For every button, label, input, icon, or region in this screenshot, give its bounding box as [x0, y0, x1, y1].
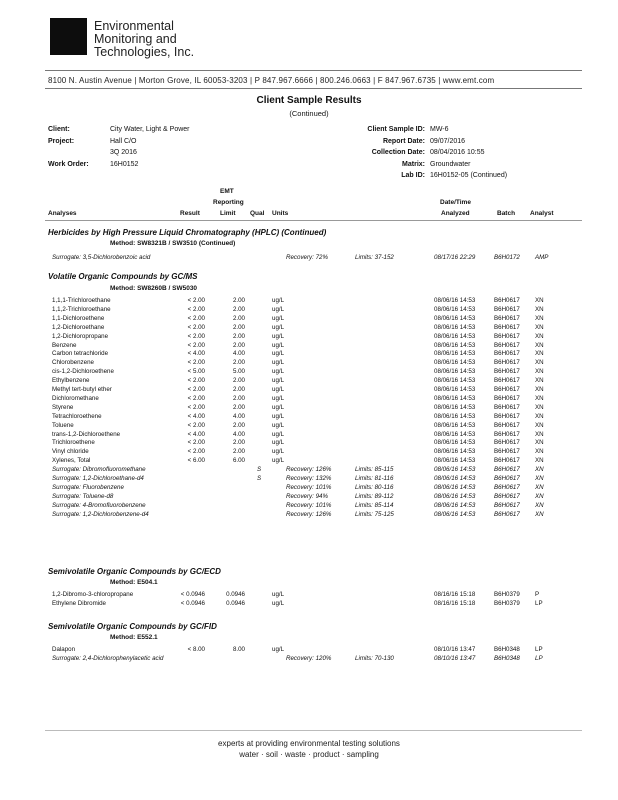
cell-analyst: LP: [535, 646, 543, 653]
surrogate-row: [0, 466, 618, 475]
cell-date: 08/06/16 14:53: [434, 466, 476, 474]
cell-date: 08/06/16 14:53: [434, 394, 476, 402]
section-method-gc-ecd: Method: E504.1: [110, 579, 158, 586]
col-header-analyses: Analyses: [48, 210, 77, 217]
client-value: City Water, Light & Power: [110, 126, 190, 133]
surrogate-row: [0, 254, 618, 263]
cell-recovery: Recovery: 132%: [286, 475, 332, 482]
cell-limit: 0.0946: [226, 591, 245, 598]
cell-units: ug/L: [272, 359, 285, 367]
cell-batch: B6H0348: [494, 646, 520, 653]
cell-limit: 2.00: [232, 341, 245, 349]
cell-limit: 2.00: [232, 403, 245, 411]
cell-date: 08/06/16 14:53: [434, 510, 476, 518]
matrix-label: Matrix:: [402, 161, 425, 168]
cell-name: 1,2-Dichloropropane: [52, 332, 109, 340]
cell-date: 08/06/16 14:53: [434, 314, 476, 322]
table-row: [0, 342, 618, 351]
cell-result: < 2.00: [187, 439, 205, 447]
work-order-label: Work Order:: [48, 161, 89, 168]
cell-date: 08/06/16 14:53: [434, 368, 476, 376]
cell-name: Dichloromethane: [52, 394, 99, 402]
cell-limit: 2.00: [232, 421, 245, 429]
col-header-analyst: Analyst: [530, 210, 554, 217]
cell-analyst: XN: [535, 386, 544, 393]
work-order-value: 16H0152: [110, 161, 139, 168]
cell-batch: B6H0617: [494, 421, 520, 429]
cell-batch: B6H0379: [494, 599, 520, 607]
cell-name: Methyl tert-butyl ether: [52, 386, 112, 393]
cell-date: 08/06/16 14:53: [434, 403, 476, 411]
section-title-voc: Volatile Organic Compounds by GC/MS: [48, 272, 198, 281]
cell-recovery: Recovery: 72%: [286, 254, 328, 261]
cell-analyst: XN: [535, 359, 544, 367]
cell-name: Dalapon: [52, 646, 76, 653]
col-header-analyzed: Analyzed: [441, 210, 470, 217]
cell-date: 08/06/16 14:53: [434, 350, 476, 358]
cell-name: Surrogate: Dibromofluoromethane: [52, 466, 146, 474]
table-row: [0, 457, 618, 466]
company-name-line-1: Environmental: [94, 19, 174, 33]
table-row: [0, 386, 618, 395]
cell-result: < 2.00: [187, 314, 205, 322]
cell-limit: 4.00: [232, 350, 245, 358]
cell-analyst: XN: [535, 466, 544, 474]
cell-result: < 2.00: [187, 305, 205, 313]
cell-result: < 4.00: [187, 350, 205, 358]
surrogate-row: [0, 502, 618, 511]
cell-units: ug/L: [272, 439, 285, 447]
cell-limit: 4.00: [232, 412, 245, 420]
cell-result: < 4.00: [187, 430, 205, 438]
collection-date-label: Collection Date:: [371, 149, 425, 156]
cell-date: 08/17/16 22:29: [434, 254, 476, 261]
table-row: [0, 306, 618, 315]
sample-id-value: MW-6: [430, 126, 449, 133]
cell-limit: 5.00: [232, 368, 245, 376]
col-header-emt: EMT: [220, 188, 234, 195]
cell-name: Surrogate: 2,4-Dichlorophenylacetic acid: [52, 654, 164, 662]
cell-name: Carbon tetrachloride: [52, 350, 109, 358]
cell-result: < 2.00: [187, 323, 205, 331]
table-row: [0, 646, 618, 655]
company-name-line-3: Technologies, Inc.: [94, 45, 195, 59]
cell-date: 08/06/16 14:53: [434, 341, 476, 349]
table-row: [0, 350, 618, 359]
cell-result: < 2.00: [187, 332, 205, 340]
cell-batch: B6H0617: [494, 457, 520, 465]
cell-batch: B6H0617: [494, 305, 520, 313]
cell-date: 08/06/16 14:53: [434, 475, 476, 482]
cell-batch: B6H0617: [494, 377, 520, 385]
sample-id-label: Client Sample ID:: [367, 126, 425, 133]
cell-batch: B6H0617: [494, 403, 520, 411]
cell-result: < 4.00: [187, 412, 205, 420]
cell-units: ug/L: [272, 332, 285, 340]
cell-analyst: XN: [535, 403, 544, 411]
cell-batch: B6H0617: [494, 466, 520, 474]
cell-date: 08/06/16 14:53: [434, 492, 476, 500]
table-row: [0, 359, 618, 368]
cell-recovery: Recovery: 126%: [286, 510, 332, 518]
cell-date: 08/10/16 13:47: [434, 654, 476, 662]
section-method-voc: Method: SW8260B / SW5030: [110, 285, 198, 292]
cell-limits: Limits: 85-115: [355, 466, 394, 474]
cell-limit: 2.00: [232, 359, 245, 367]
cell-limits: Limits: 80-116: [355, 483, 394, 491]
cell-analyst: XN: [535, 350, 544, 358]
footer-services: water · soil · waste · product · sampling: [239, 750, 379, 759]
cell-units: ug/L: [272, 448, 285, 456]
collection-date-value: 08/04/2016 10:55: [430, 149, 485, 156]
table-row: [0, 324, 618, 333]
cell-units: ug/L: [272, 350, 285, 358]
cell-date: 08/06/16 14:53: [434, 483, 476, 491]
cell-batch: B6H0617: [494, 448, 520, 456]
cell-units: ug/L: [272, 403, 285, 411]
cell-limit: 6.00: [232, 457, 245, 465]
cell-name: 1,2-Dichloroethane: [52, 323, 105, 331]
cell-analyst: XN: [535, 305, 544, 313]
project-value-period: 3Q 2016: [110, 149, 137, 156]
cell-batch: B6H0617: [494, 297, 520, 304]
table-row: [0, 368, 618, 377]
cell-name: 1,1,2-Trichloroethane: [52, 305, 111, 313]
cell-analyst: AMP: [535, 254, 549, 261]
cell-result: < 2.00: [187, 377, 205, 385]
cell-date: 08/06/16 14:53: [434, 386, 476, 393]
section-title-gc-ecd: Semivolatile Organic Compounds by GC/ECD: [48, 567, 221, 576]
cell-name: Vinyl chloride: [52, 448, 89, 456]
cell-name: Ethylbenzene: [52, 377, 90, 385]
lab-id-label: Lab ID:: [401, 172, 425, 179]
page-subtitle: (Continued): [289, 109, 329, 118]
cell-name: Chlorobenzene: [52, 359, 94, 367]
matrix-value: Groundwater: [430, 161, 471, 168]
cell-limits: Limits: 70-130: [355, 654, 394, 662]
cell-limit: 2.00: [232, 305, 245, 313]
cell-result: < 2.00: [187, 403, 205, 411]
footer-tagline: experts at providing environmental testing solutions: [218, 739, 400, 748]
cell-result: < 2.00: [187, 341, 205, 349]
cell-analyst: XN: [535, 377, 544, 385]
cell-date: 08/06/16 14:53: [434, 412, 476, 420]
cell-batch: B6H0617: [494, 439, 520, 447]
cell-units: ug/L: [272, 314, 285, 322]
cell-analyst: XN: [535, 394, 544, 402]
cell-limit: 2.00: [232, 439, 245, 447]
cell-recovery: Recovery: 94%: [286, 492, 328, 500]
cell-units: ug/L: [272, 430, 285, 438]
cell-analyst: XN: [535, 314, 544, 322]
cell-batch: B6H0617: [494, 314, 520, 322]
client-label: Client:: [48, 126, 70, 133]
cell-analyst: XN: [535, 421, 544, 429]
section-title-herbicides: Herbicides by High Pressure Liquid Chromatography (HPLC) (Continued): [48, 228, 327, 237]
cell-result: < 2.00: [187, 386, 205, 393]
surrogate-row: [0, 475, 618, 484]
cell-limit: 2.00: [232, 323, 245, 331]
cell-name: Tetrachloroethene: [52, 412, 102, 420]
cell-analyst: LP: [535, 654, 543, 662]
cell-analyst: XN: [535, 368, 544, 376]
cell-name: Ethylene Dibromide: [52, 599, 106, 607]
table-row: [0, 431, 618, 440]
cell-result: < 2.00: [187, 448, 205, 456]
cell-limit: 2.00: [232, 332, 245, 340]
page-title: Client Sample Results: [256, 95, 362, 106]
cell-date: 08/16/16 15:18: [434, 599, 476, 607]
column-header-rule: [45, 220, 582, 221]
cell-batch: B6H0617: [494, 359, 520, 367]
cell-batch: B6H0617: [494, 483, 520, 491]
cell-batch: B6H0348: [494, 654, 520, 662]
cell-date: 08/06/16 14:53: [434, 501, 476, 509]
cell-name: Surrogate: 3,5-Dichlorobenzoic acid: [52, 254, 151, 261]
company-name: [94, 20, 194, 59]
cell-qual: S: [257, 466, 262, 474]
cell-name: cis-1,2-Dichloroethene: [52, 368, 114, 376]
col-header-reporting: Reporting: [213, 199, 244, 206]
cell-name: Xylenes, Total: [52, 457, 91, 465]
cell-analyst: LP: [535, 599, 543, 607]
cell-batch: B6H0617: [494, 323, 520, 331]
cell-name: 1,1,1-Trichloroethane: [52, 297, 111, 304]
cell-units: ug/L: [272, 394, 285, 402]
cell-analyst: XN: [535, 412, 544, 420]
company-name-line-2: Monitoring and: [94, 32, 177, 46]
col-header-limit: Limit: [220, 210, 236, 217]
cell-result: < 0.0946: [180, 599, 205, 607]
cell-analyst: XN: [535, 492, 544, 500]
cell-analyst: XN: [535, 323, 544, 331]
cell-units: ug/L: [272, 368, 285, 376]
lab-id-value: 16H0152-05 (Continued): [430, 172, 508, 179]
cell-limits: Limits: 75-125: [355, 510, 394, 518]
cell-limits: Limits: 89-112: [355, 492, 394, 500]
cell-name: Toluene: [52, 421, 74, 429]
cell-name: 1,1-Dichloroethene: [52, 314, 105, 322]
cell-limit: 8.00: [232, 646, 245, 653]
cell-date: 08/06/16 14:53: [434, 421, 476, 429]
surrogate-row: [0, 493, 618, 502]
cell-result: < 0.0946: [180, 591, 205, 598]
report-date-value: 09/07/2016: [430, 138, 466, 145]
cell-name: Surrogate: 4-Bromofluorobenzene: [52, 501, 146, 509]
cell-result: < 2.00: [187, 394, 205, 402]
company-logo: [50, 18, 87, 55]
cell-units: ug/L: [272, 421, 285, 429]
col-header-qual: Qual: [250, 210, 265, 217]
cell-units: ug/L: [272, 323, 285, 331]
header-divider-bottom: [45, 88, 582, 89]
cell-name: Surrogate: 1,2-Dichloroethane-d4: [52, 475, 144, 482]
cell-analyst: XN: [535, 510, 544, 518]
cell-batch: B6H0617: [494, 350, 520, 358]
cell-name: Styrene: [52, 403, 74, 411]
cell-batch: B6H0617: [494, 386, 520, 393]
cell-limit: 2.00: [232, 448, 245, 456]
cell-batch: B6H0172: [494, 254, 520, 261]
cell-result: < 6.00: [187, 457, 205, 465]
cell-limit: 2.00: [232, 394, 245, 402]
cell-units: ug/L: [272, 457, 285, 465]
cell-batch: B6H0617: [494, 475, 520, 482]
cell-result: < 5.00: [187, 368, 205, 376]
cell-analyst: XN: [535, 457, 544, 465]
cell-result: < 2.00: [187, 297, 205, 304]
cell-date: 08/06/16 14:53: [434, 448, 476, 456]
cell-date: 08/06/16 14:53: [434, 297, 476, 304]
cell-date: 08/06/16 14:53: [434, 359, 476, 367]
section-method-gc-fid: Method: E552.1: [110, 634, 158, 641]
cell-batch: B6H0617: [494, 341, 520, 349]
cell-units: ug/L: [272, 341, 285, 349]
cell-units: ug/L: [272, 646, 285, 653]
cell-units: ug/L: [272, 297, 285, 304]
cell-units: ug/L: [272, 412, 285, 420]
table-row: [0, 395, 618, 404]
report-date-label: Report Date:: [382, 138, 425, 145]
table-row: [0, 591, 618, 600]
header-divider-top: [45, 70, 582, 71]
cell-analyst: XN: [535, 483, 544, 491]
cell-batch: B6H0617: [494, 492, 520, 500]
cell-limit: 2.00: [232, 377, 245, 385]
table-row: [0, 413, 618, 422]
cell-name: Benzene: [52, 341, 77, 349]
surrogate-row: [0, 511, 618, 520]
table-row: [0, 439, 618, 448]
cell-limit: 0.0946: [226, 599, 245, 607]
cell-date: 08/06/16 14:53: [434, 430, 476, 438]
col-header-result: Result: [180, 210, 200, 217]
surrogate-row: [0, 484, 618, 493]
cell-analyst: P: [535, 591, 540, 598]
cell-analyst: XN: [535, 448, 544, 456]
table-row: [0, 297, 618, 306]
surrogate-row: [0, 655, 618, 664]
cell-units: ug/L: [272, 377, 285, 385]
project-label: Project:: [48, 138, 75, 145]
col-header-datetime: Date/Time: [440, 199, 471, 206]
cell-batch: B6H0617: [494, 368, 520, 376]
table-row: [0, 404, 618, 413]
cell-date: 08/06/16 14:53: [434, 377, 476, 385]
cell-batch: B6H0617: [494, 501, 520, 509]
cell-date: 08/06/16 14:53: [434, 332, 476, 340]
cell-units: ug/L: [272, 305, 285, 313]
section-title-gc-fid: Semivolatile Organic Compounds by GC/FID: [48, 622, 217, 631]
cell-date: 08/06/16 14:53: [434, 305, 476, 313]
cell-name: 1,2-Dibromo-3-chloropropane: [52, 591, 134, 598]
table-row: [0, 377, 618, 386]
cell-limit: 2.00: [232, 386, 245, 393]
cell-date: 08/06/16 14:53: [434, 439, 476, 447]
cell-units: ug/L: [272, 386, 285, 393]
cell-result: < 8.00: [187, 646, 205, 653]
cell-limit: 2.00: [232, 297, 245, 304]
cell-limits: Limits: 37-152: [355, 254, 394, 261]
cell-recovery: Recovery: 120%: [286, 654, 332, 662]
table-row: [0, 448, 618, 457]
cell-recovery: Recovery: 101%: [286, 501, 332, 509]
cell-batch: B6H0617: [494, 430, 520, 438]
cell-batch: B6H0379: [494, 591, 520, 598]
cell-name: Surrogate: Toluene-d8: [52, 492, 114, 500]
cell-name: Surrogate: Fluorobenzene: [52, 483, 124, 491]
table-row: [0, 333, 618, 342]
cell-recovery: Recovery: 101%: [286, 483, 332, 491]
project-value: Hall C/O: [110, 138, 137, 145]
cell-analyst: XN: [535, 430, 544, 438]
section-method-herbicides: Method: SW8321B / SW3510 (Continued): [110, 240, 236, 247]
cell-analyst: XN: [535, 475, 544, 482]
cell-date: 08/16/16 15:18: [434, 591, 476, 598]
cell-analyst: XN: [535, 439, 544, 447]
cell-name: Trichloroethene: [52, 439, 95, 447]
table-row: [0, 600, 618, 609]
cell-recovery: Recovery: 126%: [286, 466, 332, 474]
cell-units: ug/L: [272, 599, 285, 607]
cell-qual: S: [257, 475, 262, 482]
cell-limit: 2.00: [232, 314, 245, 322]
cell-date: 08/06/16 14:53: [434, 323, 476, 331]
cell-date: 08/10/16 13:47: [434, 646, 476, 653]
table-row: [0, 422, 618, 431]
cell-name: Surrogate: 1,2-Dichlorobenzene-d4: [52, 510, 149, 518]
cell-name: trans-1,2-Dichloroethene: [52, 430, 121, 438]
cell-limits: Limits: 85-114: [355, 501, 394, 509]
table-row: [0, 315, 618, 324]
cell-limits: Limits: 81-116: [355, 475, 394, 482]
cell-result: < 2.00: [187, 359, 205, 367]
cell-analyst: XN: [535, 332, 544, 340]
col-header-units: Units: [272, 210, 289, 217]
cell-analyst: XN: [535, 297, 544, 304]
cell-batch: B6H0617: [494, 412, 520, 420]
cell-limit: 4.00: [232, 430, 245, 438]
cell-batch: B6H0617: [494, 394, 520, 402]
cell-result: < 2.00: [187, 421, 205, 429]
cell-analyst: XN: [535, 341, 544, 349]
cell-batch: B6H0617: [494, 510, 520, 518]
cell-analyst: XN: [535, 501, 544, 509]
cell-batch: B6H0617: [494, 332, 520, 340]
cell-date: 08/06/16 14:53: [434, 457, 476, 465]
col-header-batch: Batch: [497, 210, 516, 217]
cell-units: ug/L: [272, 591, 285, 598]
company-address: 8100 N. Austin Avenue | Morton Grove, IL 60053-3203 | P 847.967.6666 | 800.246.0663 | F 847.967.6735 | www.emt.com: [48, 76, 495, 85]
footer-divider: [45, 730, 582, 731]
